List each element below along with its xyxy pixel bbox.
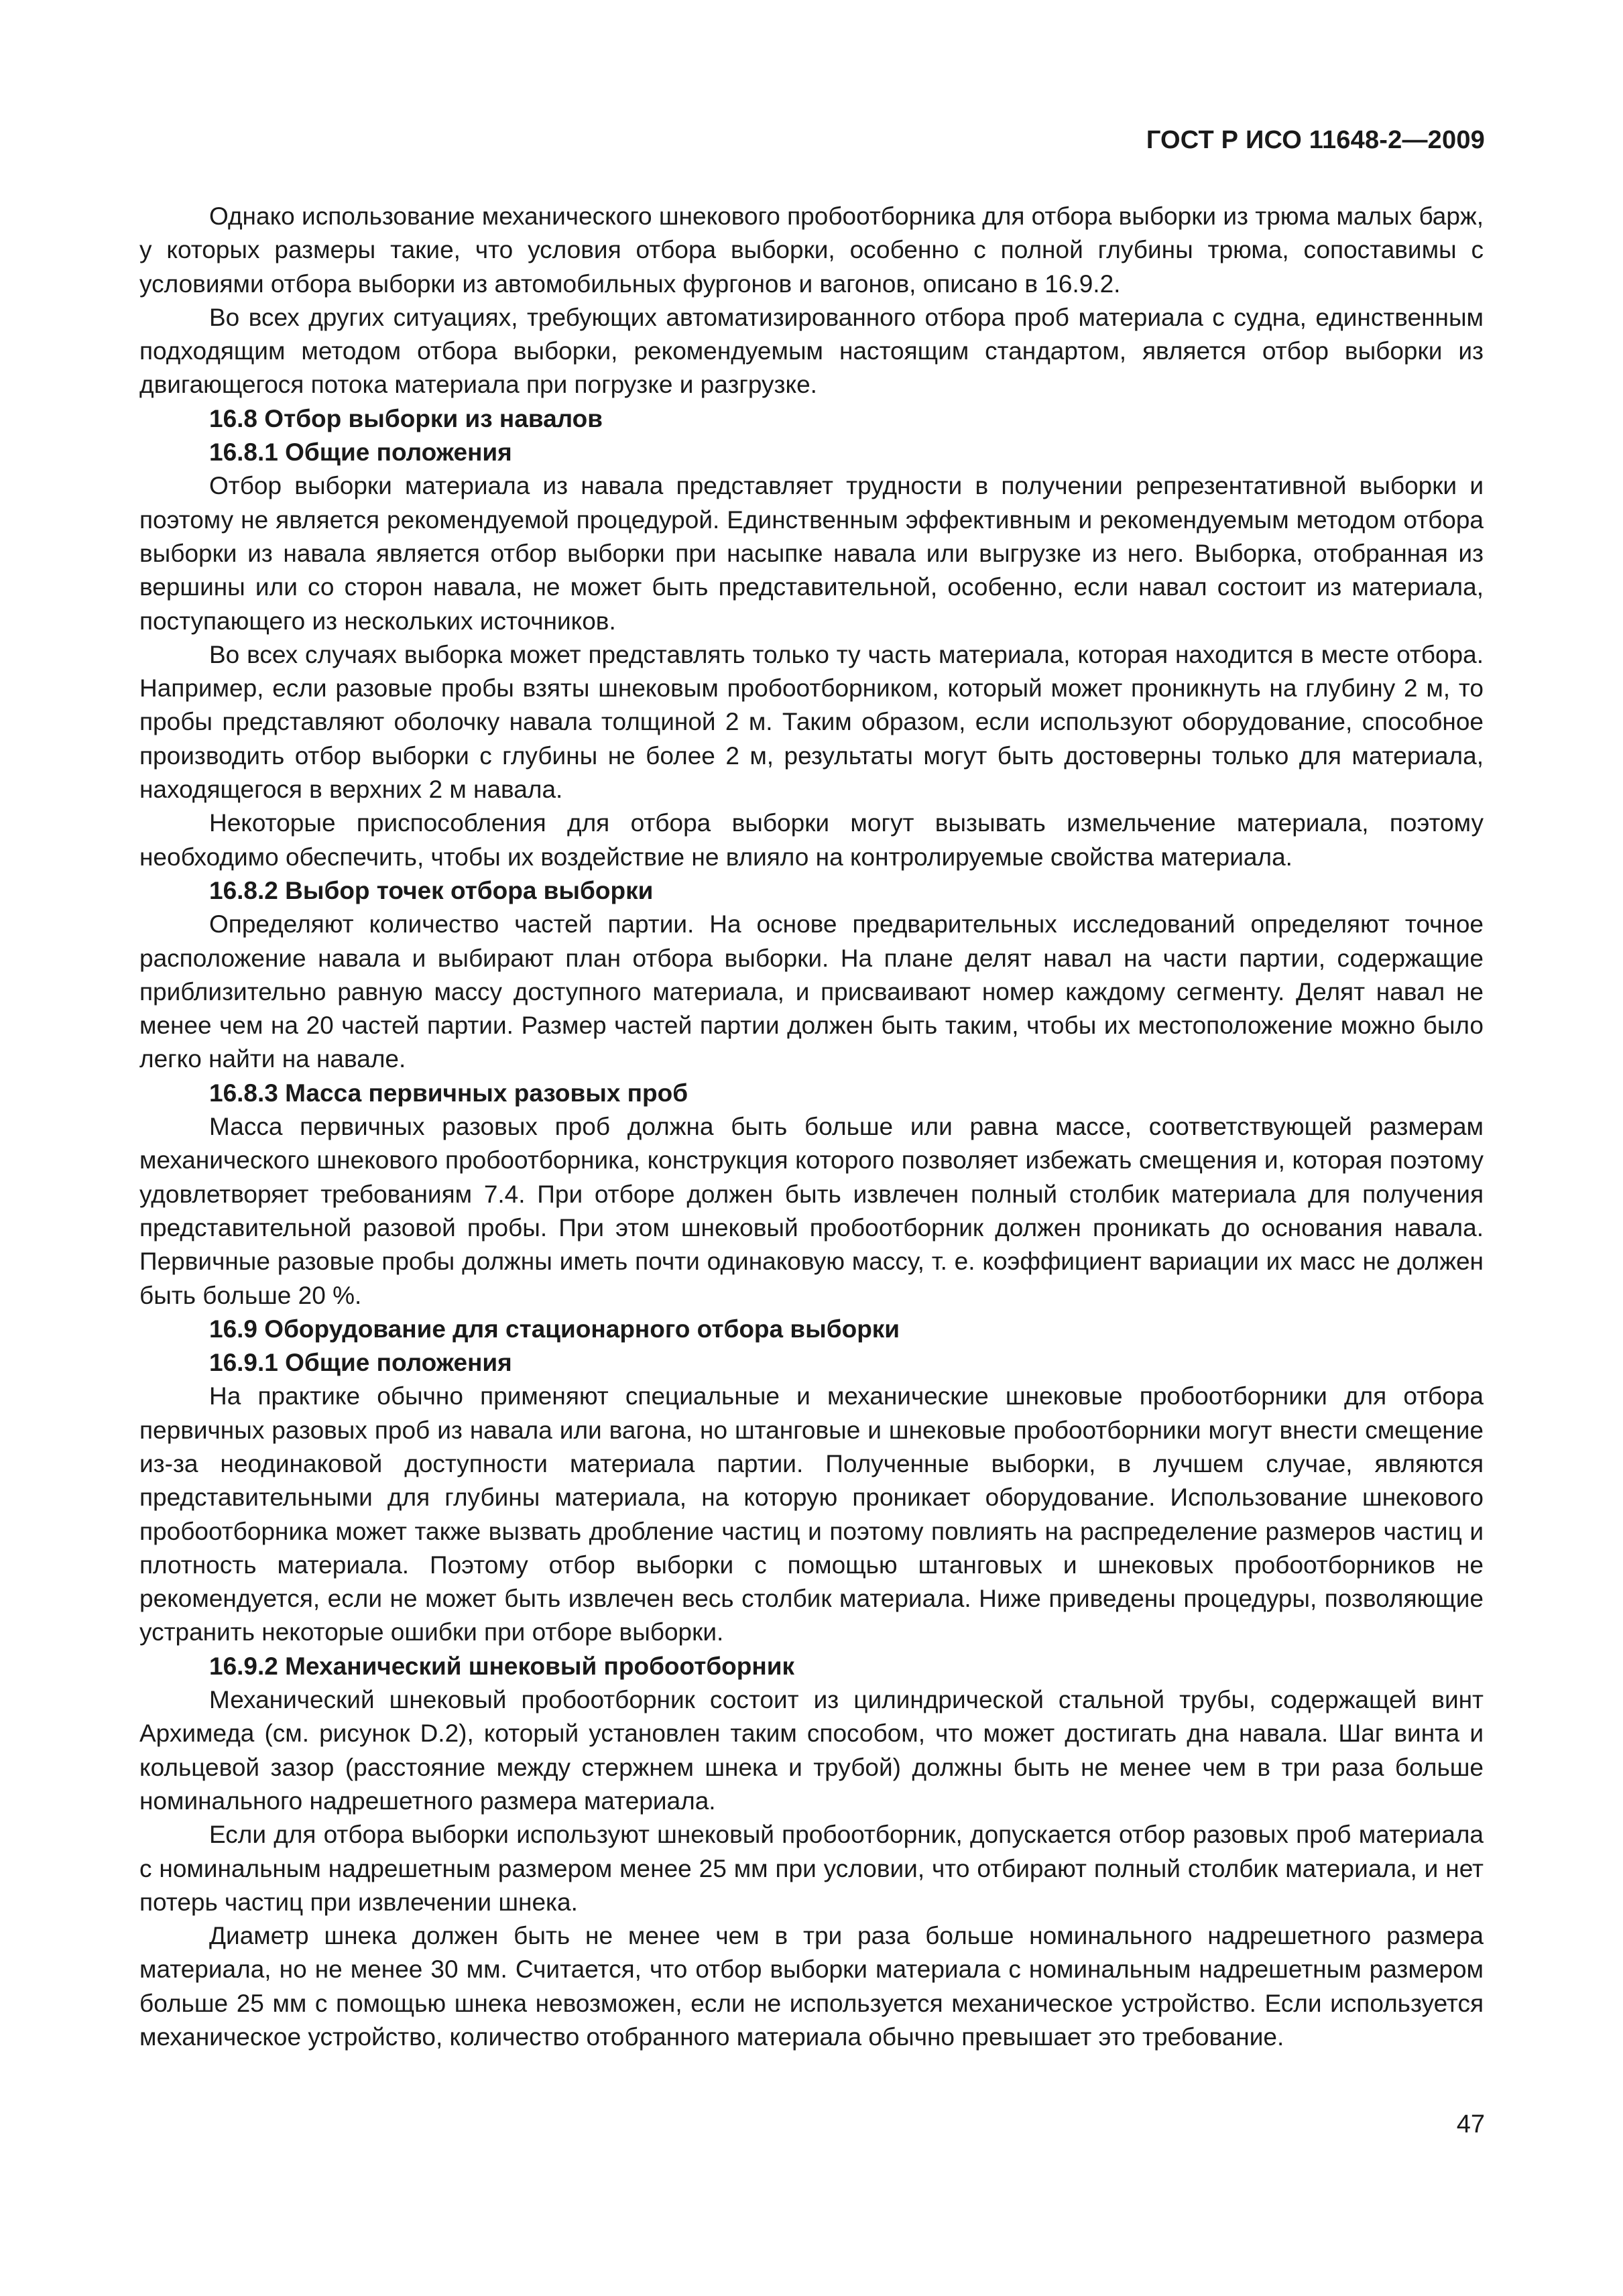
- paragraph: Отбор выборки материала из навала представляет трудности в получении репрезентативной выборки и поэтому не является рекомендуемой процедурой. Единственным эффективным и рекомендуемым методом отбора выборки из навала является отбор выборки при насыпке навала или выгрузке из него. Выборка, отобранная из вершины или со сторон навала, не может быть представительной, особенно, если навал состоит из материала, поступающего из нескольких источников.: [139, 472, 1484, 635]
- page-number: 47: [1456, 2110, 1485, 2138]
- section-heading-16-9: 16.9 Оборудование для стационарного отбора выборки: [209, 1315, 900, 1343]
- paragraph: Если для отбора выборки используют шнековый пробоотборник, допускается отбор разовых проб материала с номинальным надрешетным размером менее 25 мм при условии, что отбирают полный столбик материала, и нет потерь частиц при извлечении шнека.: [139, 1821, 1484, 1916]
- section-heading-16-8: 16.8 Отбор выборки из навалов: [209, 404, 603, 432]
- section-heading-16-9-2: 16.9.2 Механический шнековый пробоотборник: [209, 1652, 794, 1680]
- paragraph: На практике обычно применяют специальные и механические шнековые пробоотборники для отбора первичных разовых проб из навала или вагона, но штанговые и шнековые пробоотборники могут внести смещение из-за неодинаковой доступности материала партии. Полученные выборки, в лучшем случае, являются представительными для глубины материала, на которую проникает оборудование. Использование шнекового пробоотборника может также вызвать дробление частиц и поэтому повлиять на распределение размеров частиц и плотность материала. Поэтому отбор выборки с помощью штанговых и шнековых пробоотборников не рекомендуется, если не может быть извлечен весь столбик материала. Ниже приведены процедуры, позволяющие устранить некоторые ошибки при отборе выборки.: [139, 1382, 1484, 1646]
- paragraph: Диаметр шнека должен быть не менее чем в три раза больше номинального надрешетного размера материала, но не менее 30 мм. Считается, что отбор выборки материала с номинальным надрешетным размером больше 25 мм с помощью шнека невозможен, если не используется механическое устройство. Если используется механическое устройство, количество отобранного материала обычно превышает это требование.: [139, 1922, 1484, 2051]
- section-heading-16-9-1: 16.9.1 Общие положения: [209, 1349, 512, 1377]
- paragraph: Во всех случаях выборка может представлять только ту часть материала, которая находится в месте отбора. Например, если разовые пробы взяты шнековым пробоотборником, который может проникнуть на глубину 2 м, то пробы представляют оболочку навала толщиной 2 м. Таким образом, если используют оборудование, способное производить отбор выборки с глубины не более 2 м, результаты могут быть достоверны только для материала, находящегося в верхних 2 м навала.: [139, 640, 1484, 804]
- section-heading-16-8-1: 16.8.1 Общие положения: [209, 438, 512, 467]
- standard-header: ГОСТ Р ИСО 11648-2—2009: [1146, 126, 1485, 154]
- paragraph: Механический шнековый пробоотборник состоит из цилиндрической стальной трубы, содержащей винт Архимеда (см. рисунок D.2), который установлен таким способом, что может достигать дна навала. Шаг винта и кольцевой зазор (расстояние между стержнем шнека и трубой) должны быть не менее чем в три раза больше номинального надрешетного размера материала.: [139, 1686, 1484, 1815]
- paragraph: Определяют количество частей партии. На основе предварительных исследований определяют точное расположение навала и выбирают план отбора выборки. На плане делят навал на части партии, содержащие приблизительно равную массу доступного материала, и присваивают номер каждому сегменту. Делят навал не менее чем на 20 частей партии. Размер частей партии должен быть таким, чтобы их местоположение можно было легко найти на навале.: [139, 910, 1484, 1073]
- section-heading-16-8-3: 16.8.3 Масса первичных разовых проб: [209, 1079, 688, 1107]
- section-heading-16-8-2: 16.8.2 Выбор точек отбора выборки: [209, 876, 654, 904]
- document-body: [139, 200, 1484, 2054]
- paragraph: Во всех других ситуациях, требующих автоматизированного отбора проб материала с судна, единственным подходящим методом отбора выборки, рекомендуемым настоящим стандартом, является отбор выборки из двигающегося потока материала при погрузке и разгрузке.: [139, 303, 1484, 399]
- paragraph: Масса первичных разовых проб должна быть больше или равна массе, соответствующей размерам механического шнекового пробоотборника, конструкция которого позволяет избежать смещения и, которая поэтому удовлетворяет требованиям 7.4. При отборе должен быть извлечен полный столбик материала для получения представительной разовой пробы. При этом шнековый пробоотборник должен проникать до основания навала. Первичные разовые пробы должны иметь почти одинаковую массу, т. е. коэффициент вариации их масс не должен быть больше 20 %.: [139, 1113, 1484, 1309]
- paragraph: Некоторые приспособления для отбора выборки могут вызывать измельчение материала, поэтому необходимо обеспечить, чтобы их воздействие не влияло на контролируемые свойства материала.: [139, 809, 1484, 871]
- paragraph: Однако использование механического шнекового пробоотборника для отбора выборки из трюма малых барж, у которых размеры такие, что условия отбора выборки, особенно с полной глубины трюма, сопоставимы с условиями отбора выборки из автомобильных фургонов и вагонов, описано в 16.9.2.: [139, 202, 1484, 298]
